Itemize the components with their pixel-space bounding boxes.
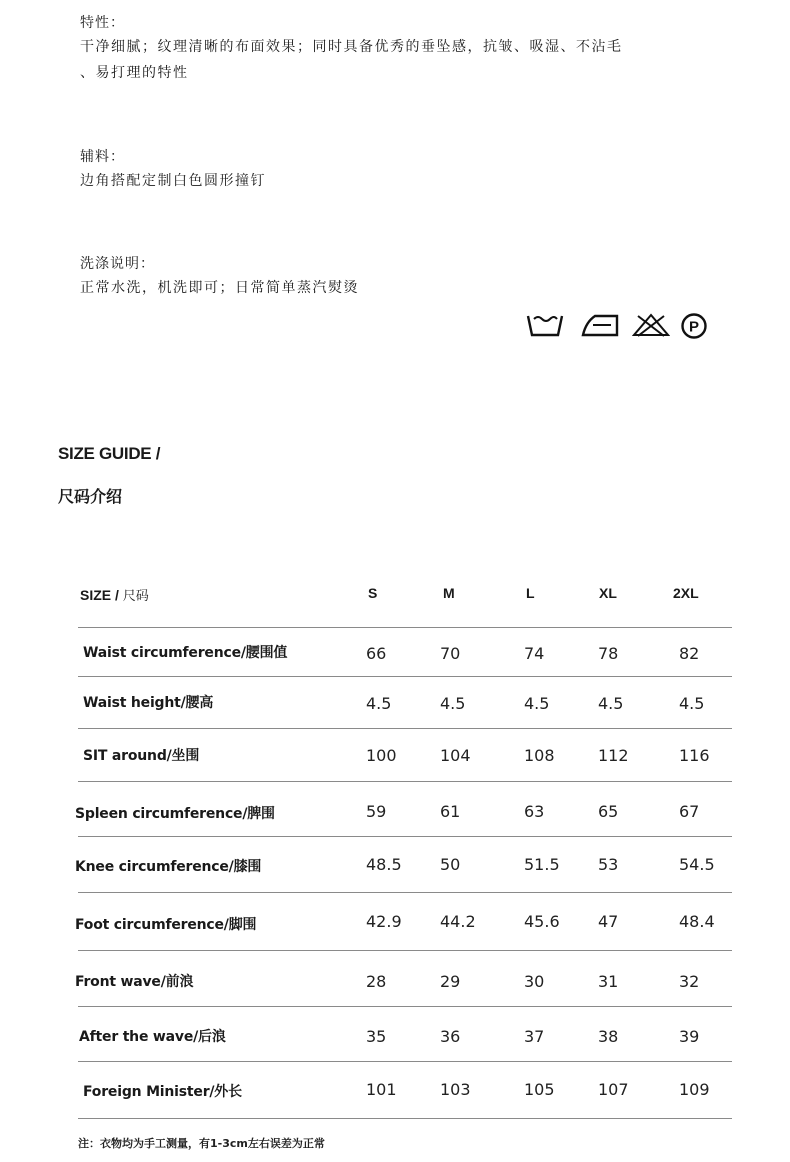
- size-col-s: S: [368, 585, 378, 601]
- table-rule: [78, 950, 732, 951]
- table-rule: [78, 627, 732, 628]
- tumble-dry-icon: [581, 312, 619, 338]
- cell-xl: 78: [598, 644, 619, 663]
- cell-s: 100: [366, 746, 397, 765]
- cell-m: 36: [440, 1027, 461, 1046]
- cell-s: 48.5: [366, 855, 402, 874]
- cell-2xl: 32: [679, 972, 700, 991]
- cell-l: 4.5: [524, 694, 550, 713]
- cell-s: 4.5: [366, 694, 392, 713]
- cell-xl: 38: [598, 1027, 619, 1046]
- row-label: Foreign Minister/外长: [83, 1084, 242, 1100]
- table-rule: [78, 1006, 732, 1007]
- svg-text:P: P: [688, 318, 700, 336]
- features-label: 特性：: [80, 15, 125, 31]
- cell-2xl: 48.4: [679, 912, 715, 931]
- table-rule: [78, 892, 732, 893]
- cell-s: 42.9: [366, 912, 402, 931]
- features-line-2: 、易打理的特性: [80, 65, 189, 81]
- cell-xl: 107: [598, 1080, 629, 1099]
- row-label: After the wave/后浪: [79, 1029, 226, 1045]
- dry-clean-p-icon: [680, 312, 708, 340]
- size-header-en: SIZE /: [80, 587, 123, 603]
- row-label: Spleen circumference/脾围: [75, 806, 275, 822]
- cell-s: 66: [366, 644, 387, 663]
- washing-label: 洗涤说明：: [80, 256, 155, 272]
- row-label: Waist circumference/腰围值: [83, 645, 288, 661]
- size-col-2xl: 2XL: [673, 585, 699, 601]
- cell-2xl: 82: [679, 644, 700, 663]
- table-rule: [78, 1118, 732, 1119]
- cell-xl: 4.5: [598, 694, 624, 713]
- cell-2xl: 109: [679, 1080, 710, 1099]
- cell-l: 51.5: [524, 855, 560, 874]
- table-rule: [78, 781, 732, 782]
- wash-tub-icon: [526, 312, 564, 338]
- cell-xl: 65: [598, 802, 619, 821]
- cell-s: 35: [366, 1027, 387, 1046]
- accessories-label: 辅料：: [80, 149, 125, 165]
- cell-l: 45.6: [524, 912, 560, 931]
- cell-s: 59: [366, 802, 387, 821]
- table-rule: [78, 836, 732, 837]
- table-rule: [78, 676, 732, 677]
- cell-m: 50: [440, 855, 461, 874]
- row-label: SIT around/坐围: [83, 748, 200, 764]
- cell-l: 30: [524, 972, 545, 991]
- cell-xl: 47: [598, 912, 619, 931]
- cell-s: 28: [366, 972, 387, 991]
- measurement-note: 注：衣物均为手工测量，有1-3cm左右误差为正常: [78, 1137, 325, 1150]
- row-label: Waist height/腰高: [83, 695, 214, 711]
- features-line-1: 干净细腻；纹理清晰的布面效果；同时具备优秀的垂坠感，抗皱、吸湿、不沾毛: [80, 39, 623, 55]
- no-bleach-icon: [632, 312, 670, 338]
- cell-l: 63: [524, 802, 545, 821]
- cell-m: 103: [440, 1080, 471, 1099]
- accessories-text: 边角搭配定制白色圆形撞钉: [80, 173, 266, 189]
- size-guide-title-cn: 尺码介绍: [58, 487, 123, 506]
- cell-l: 74: [524, 644, 545, 663]
- table-rule: [78, 1061, 732, 1062]
- size-col-m: M: [443, 585, 455, 601]
- cell-xl: 112: [598, 746, 629, 765]
- features-text: [80, 34, 730, 86]
- cell-l: 37: [524, 1027, 545, 1046]
- row-label: Foot circumference/脚围: [75, 917, 257, 933]
- size-guide-title: SIZE GUIDE /: [58, 444, 161, 463]
- cell-m: 4.5: [440, 694, 466, 713]
- cell-2xl: 116: [679, 746, 710, 765]
- cell-xl: 31: [598, 972, 619, 991]
- cell-m: 70: [440, 644, 461, 663]
- size-header-cn: 尺码: [122, 589, 149, 604]
- cell-xl: 53: [598, 855, 619, 874]
- size-col-xl: XL: [599, 585, 617, 601]
- cell-2xl: 4.5: [679, 694, 705, 713]
- cell-l: 108: [524, 746, 555, 765]
- cell-s: 101: [366, 1080, 397, 1099]
- cell-2xl: 39: [679, 1027, 700, 1046]
- cell-2xl: 54.5: [679, 855, 715, 874]
- cell-m: 29: [440, 972, 461, 991]
- cell-m: 61: [440, 802, 461, 821]
- size-col-l: L: [526, 585, 535, 601]
- washing-text: 正常水洗，机洗即可；日常简单蒸汽熨烫: [80, 280, 359, 296]
- cell-m: 104: [440, 746, 471, 765]
- cell-m: 44.2: [440, 912, 476, 931]
- row-label: Knee circumference/膝围: [75, 859, 262, 875]
- size-header-label: [80, 585, 149, 604]
- cell-2xl: 67: [679, 802, 700, 821]
- table-rule: [78, 728, 732, 729]
- row-label: Front wave/前浪: [75, 974, 194, 990]
- cell-l: 105: [524, 1080, 555, 1099]
